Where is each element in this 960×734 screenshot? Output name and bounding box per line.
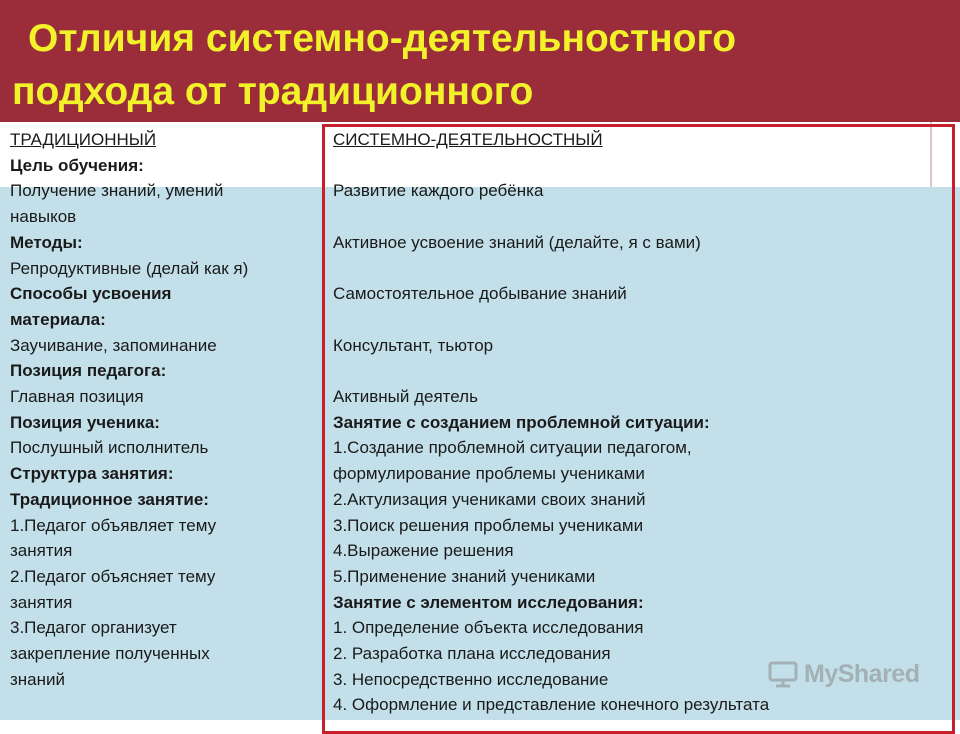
watermark bbox=[768, 656, 919, 692]
presentation-screen-icon bbox=[768, 659, 798, 689]
traditional-heading: ТРАДИЦИОННЫЙ bbox=[10, 130, 157, 149]
traditional-line: закрепление полученных bbox=[10, 644, 210, 664]
system-activity-line: 2.Актулизация учениками своих знаний bbox=[333, 489, 646, 509]
traditional-line: Способы усвоения bbox=[10, 284, 172, 304]
traditional-line: 2.Педагог объясняет тему bbox=[10, 566, 216, 586]
system-activity-line: 1.Создание проблемной ситуации педагогом, bbox=[333, 438, 692, 458]
watermark-text: MyShared bbox=[804, 659, 920, 688]
traditional-line: материала: bbox=[10, 309, 106, 329]
system-activity-line: Занятие с элементом исследования: bbox=[333, 592, 644, 612]
slide-title-line-1: Отличия системно-деятельностного bbox=[28, 17, 737, 60]
traditional-column bbox=[10, 127, 315, 692]
system-activity-line: Активное усвоение знаний (делайте, я с вами) bbox=[333, 232, 701, 252]
traditional-line: Репродуктивные (делай как я) bbox=[10, 258, 249, 278]
system-activity-heading: СИСТЕМНО-ДЕЯТЕЛЬНОСТНЫЙ bbox=[333, 130, 603, 149]
system-activity-line: Развитие каждого ребёнка bbox=[333, 181, 544, 201]
system-activity-line: Занятие с созданием проблемной ситуации: bbox=[333, 412, 710, 432]
traditional-line: занятия bbox=[10, 592, 73, 612]
traditional-line: Цель обучения: bbox=[10, 155, 144, 175]
traditional-line: знаний bbox=[10, 669, 66, 689]
traditional-line: Послушный исполнитель bbox=[10, 438, 209, 458]
traditional-lines bbox=[10, 153, 315, 693]
traditional-line: 1.Педагог объявляет тему bbox=[10, 515, 217, 535]
traditional-line: 3.Педагог организует bbox=[10, 618, 177, 638]
traditional-line: Традиционное занятие: bbox=[10, 489, 209, 509]
traditional-line: Заучивание, запоминание bbox=[10, 335, 217, 355]
traditional-line: Получение знаний, умений bbox=[10, 181, 224, 201]
system-activity-line: 4. Оформление и представление конечного результата bbox=[333, 695, 770, 715]
traditional-line: Структура занятия: bbox=[10, 464, 174, 484]
system-activity-line: Самостоятельное добывание знаний bbox=[333, 284, 627, 304]
traditional-line: Позиция ученика: bbox=[10, 412, 160, 432]
traditional-line: навыков bbox=[10, 207, 77, 227]
traditional-line: Позиция педагога: bbox=[10, 361, 167, 381]
traditional-line: Главная позиция bbox=[10, 387, 144, 407]
system-activity-line: 1. Определение объекта исследования bbox=[333, 618, 644, 638]
system-activity-line: формулирование проблемы учениками bbox=[333, 464, 645, 484]
system-activity-line: Активный деятель bbox=[333, 387, 478, 407]
system-activity-line: 5.Применение знаний учениками bbox=[333, 566, 596, 586]
system-activity-line: 3.Поиск решения проблемы учениками bbox=[333, 515, 644, 535]
title-banner bbox=[0, 0, 960, 122]
system-activity-line: 3. Непосредственно исследование bbox=[333, 669, 609, 689]
traditional-line: занятия bbox=[10, 541, 73, 561]
slide-title-line-2: подхода от традиционного bbox=[12, 70, 534, 113]
system-activity-line: 4.Выражение решения bbox=[333, 541, 514, 561]
traditional-line: Методы: bbox=[10, 232, 83, 252]
highlight-frame bbox=[322, 124, 955, 734]
system-activity-line: 2. Разработка плана исследования bbox=[333, 644, 611, 664]
slide-title bbox=[12, 12, 737, 118]
system-activity-line: Консультант, тьютор bbox=[333, 335, 494, 355]
